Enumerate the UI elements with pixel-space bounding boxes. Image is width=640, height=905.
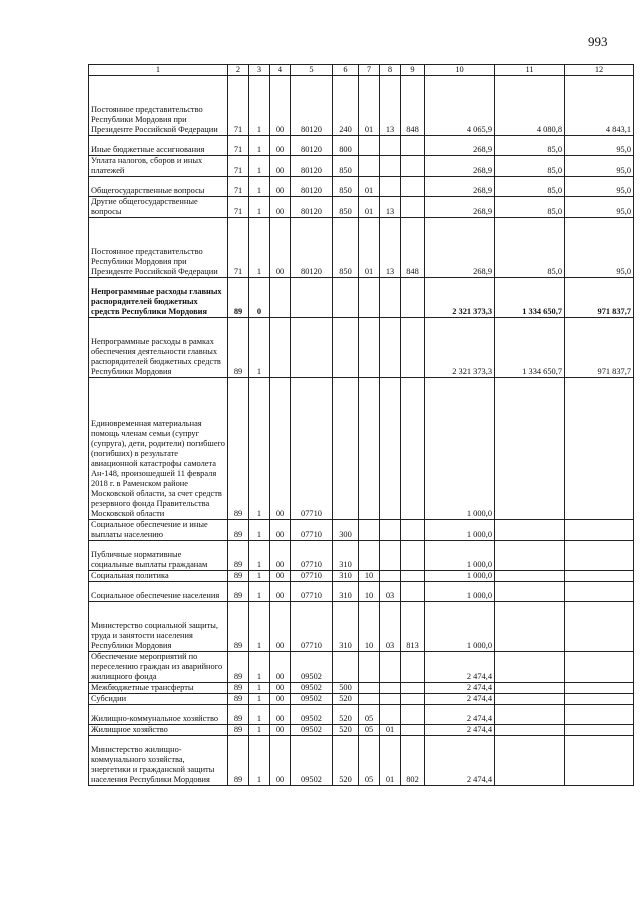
row-value-cell	[495, 541, 565, 571]
column-header: 5	[291, 65, 333, 76]
row-value-cell: 80120	[291, 197, 333, 218]
row-name-cell: Министерство социальной защиты, труда и занятости населения Республики Мордовия	[89, 602, 228, 652]
row-value-cell: 00	[270, 378, 291, 520]
row-value-cell: 520	[333, 725, 359, 736]
row-value-cell: 1	[249, 582, 270, 602]
row-value-cell: 1	[249, 736, 270, 786]
row-value-cell: 89	[228, 725, 249, 736]
row-value-cell: 2 321 373,3	[425, 278, 495, 318]
row-value-cell	[380, 571, 401, 582]
table-row	[89, 197, 634, 218]
row-value-cell	[401, 652, 425, 683]
row-value-cell: 95,0	[565, 177, 634, 197]
row-name-cell: Иные бюджетные ассигнования	[89, 136, 228, 156]
row-value-cell: 10	[359, 602, 380, 652]
row-value-cell	[380, 136, 401, 156]
row-value-cell: 09502	[291, 705, 333, 725]
row-value-cell: 310	[333, 582, 359, 602]
row-value-cell	[401, 541, 425, 571]
row-value-cell: 01	[380, 725, 401, 736]
column-header: 1	[89, 65, 228, 76]
row-value-cell	[565, 652, 634, 683]
row-value-cell	[401, 197, 425, 218]
row-value-cell	[565, 602, 634, 652]
row-value-cell: 71	[228, 76, 249, 136]
row-name-cell: Публичные нормативные социальные выплаты гражданам	[89, 541, 228, 571]
row-value-cell: 71	[228, 177, 249, 197]
row-value-cell: 10	[359, 571, 380, 582]
table-row	[89, 541, 634, 571]
row-value-cell: 71	[228, 197, 249, 218]
row-value-cell: 85,0	[495, 197, 565, 218]
row-value-cell: 240	[333, 76, 359, 136]
row-value-cell: 07710	[291, 378, 333, 520]
row-value-cell	[359, 278, 380, 318]
row-name-cell: Постоянное представительство Республики Мордовия при Президенте Российской Федерации	[89, 76, 228, 136]
row-value-cell	[291, 318, 333, 378]
table-row	[89, 318, 634, 378]
row-value-cell: 2 474,4	[425, 694, 495, 705]
row-value-cell	[565, 725, 634, 736]
row-value-cell	[333, 278, 359, 318]
row-value-cell: 05	[359, 736, 380, 786]
row-value-cell: 80120	[291, 76, 333, 136]
row-value-cell	[565, 694, 634, 705]
row-value-cell: 268,9	[425, 197, 495, 218]
row-value-cell: 95,0	[565, 218, 634, 278]
row-value-cell	[401, 136, 425, 156]
row-value-cell: 00	[270, 736, 291, 786]
row-value-cell: 1	[249, 694, 270, 705]
row-value-cell: 89	[228, 582, 249, 602]
row-name-cell: Уплата налогов, сборов и иных платежей	[89, 156, 228, 177]
row-name-cell: Социальная политика	[89, 571, 228, 582]
row-value-cell	[359, 541, 380, 571]
row-value-cell: 01	[359, 218, 380, 278]
row-value-cell: 1	[249, 136, 270, 156]
row-value-cell: 1	[249, 541, 270, 571]
row-value-cell	[291, 278, 333, 318]
row-value-cell: 89	[228, 318, 249, 378]
row-value-cell: 268,9	[425, 136, 495, 156]
row-value-cell: 00	[270, 683, 291, 694]
row-value-cell	[380, 705, 401, 725]
row-value-cell: 13	[380, 197, 401, 218]
column-header: 9	[401, 65, 425, 76]
row-value-cell: 1 000,0	[425, 520, 495, 541]
row-value-cell: 89	[228, 652, 249, 683]
row-value-cell: 95,0	[565, 136, 634, 156]
table-header-row	[89, 65, 634, 76]
row-value-cell: 1	[249, 156, 270, 177]
row-value-cell: 300	[333, 520, 359, 541]
row-value-cell: 800	[333, 136, 359, 156]
row-value-cell: 2 474,4	[425, 683, 495, 694]
row-value-cell: 268,9	[425, 218, 495, 278]
row-value-cell: 1 000,0	[425, 582, 495, 602]
row-value-cell	[495, 582, 565, 602]
row-value-cell: 07710	[291, 582, 333, 602]
row-value-cell: 07710	[291, 520, 333, 541]
row-value-cell	[401, 278, 425, 318]
row-value-cell: 09502	[291, 694, 333, 705]
row-value-cell: 2 474,4	[425, 725, 495, 736]
row-value-cell: 00	[270, 541, 291, 571]
row-name-cell: Общегосударственные вопросы	[89, 177, 228, 197]
table-row	[89, 582, 634, 602]
row-value-cell	[359, 694, 380, 705]
row-name-cell: Социальное обеспечение населения	[89, 582, 228, 602]
table-row	[89, 278, 634, 318]
column-header: 3	[249, 65, 270, 76]
row-value-cell: 89	[228, 378, 249, 520]
row-value-cell	[359, 378, 380, 520]
row-value-cell	[333, 318, 359, 378]
row-value-cell: 00	[270, 177, 291, 197]
row-value-cell: 1	[249, 318, 270, 378]
row-value-cell	[380, 177, 401, 197]
row-value-cell: 05	[359, 705, 380, 725]
row-value-cell: 00	[270, 694, 291, 705]
row-value-cell: 80120	[291, 177, 333, 197]
row-value-cell: 1 000,0	[425, 602, 495, 652]
row-value-cell: 00	[270, 520, 291, 541]
row-value-cell: 00	[270, 197, 291, 218]
row-value-cell: 1	[249, 725, 270, 736]
row-value-cell: 89	[228, 520, 249, 541]
row-value-cell: 1	[249, 652, 270, 683]
row-value-cell: 80120	[291, 218, 333, 278]
row-value-cell	[401, 725, 425, 736]
row-value-cell: 848	[401, 76, 425, 136]
row-value-cell: 09502	[291, 683, 333, 694]
table-row	[89, 76, 634, 136]
row-value-cell: 1	[249, 602, 270, 652]
row-value-cell	[380, 156, 401, 177]
row-value-cell: 95,0	[565, 197, 634, 218]
row-value-cell	[401, 318, 425, 378]
row-value-cell	[359, 136, 380, 156]
row-value-cell: 00	[270, 652, 291, 683]
row-value-cell: 89	[228, 705, 249, 725]
row-value-cell: 80120	[291, 136, 333, 156]
row-value-cell	[401, 520, 425, 541]
row-name-cell: Другие общегосударственные вопросы	[89, 197, 228, 218]
row-value-cell: 89	[228, 602, 249, 652]
row-value-cell	[401, 705, 425, 725]
row-value-cell: 310	[333, 541, 359, 571]
row-value-cell	[495, 683, 565, 694]
row-value-cell	[401, 582, 425, 602]
row-value-cell: 01	[359, 177, 380, 197]
row-name-cell: Жилищное хозяйство	[89, 725, 228, 736]
row-value-cell: 09502	[291, 652, 333, 683]
column-header: 10	[425, 65, 495, 76]
row-value-cell: 2 321 373,3	[425, 318, 495, 378]
row-value-cell: 80120	[291, 156, 333, 177]
row-value-cell: 00	[270, 602, 291, 652]
row-value-cell	[401, 694, 425, 705]
row-value-cell: 00	[270, 218, 291, 278]
row-value-cell	[495, 602, 565, 652]
row-value-cell: 2 474,4	[425, 652, 495, 683]
row-value-cell: 71	[228, 156, 249, 177]
row-value-cell: 07710	[291, 571, 333, 582]
budget-table	[88, 64, 634, 786]
column-header: 12	[565, 65, 634, 76]
row-value-cell: 4 080,8	[495, 76, 565, 136]
table-row	[89, 652, 634, 683]
row-value-cell: 1	[249, 177, 270, 197]
column-header: 4	[270, 65, 291, 76]
row-value-cell	[495, 378, 565, 520]
row-value-cell: 1 000,0	[425, 571, 495, 582]
row-value-cell: 85,0	[495, 218, 565, 278]
row-value-cell: 500	[333, 683, 359, 694]
row-value-cell	[359, 520, 380, 541]
row-value-cell: 1	[249, 76, 270, 136]
row-value-cell: 850	[333, 218, 359, 278]
row-name-cell: Непрограммные расходы главных распорядителей бюджетных средств Республики Мордовия	[89, 278, 228, 318]
column-header: 6	[333, 65, 359, 76]
row-value-cell	[401, 177, 425, 197]
table-row	[89, 156, 634, 177]
row-value-cell: 00	[270, 136, 291, 156]
row-value-cell: 71	[228, 218, 249, 278]
row-value-cell	[495, 694, 565, 705]
row-value-cell	[380, 278, 401, 318]
row-value-cell: 1	[249, 683, 270, 694]
row-name-cell: Министерство жилищно-коммунального хозяйства, энергетики и гражданской защиты населения Республики Мордовия	[89, 736, 228, 786]
row-value-cell	[401, 378, 425, 520]
row-value-cell	[401, 571, 425, 582]
table-row	[89, 602, 634, 652]
row-value-cell	[565, 541, 634, 571]
row-value-cell	[333, 652, 359, 683]
row-value-cell: 09502	[291, 736, 333, 786]
row-value-cell: 310	[333, 571, 359, 582]
row-value-cell	[359, 683, 380, 694]
row-value-cell: 520	[333, 705, 359, 725]
row-value-cell: 00	[270, 705, 291, 725]
row-value-cell	[359, 318, 380, 378]
row-value-cell: 1 000,0	[425, 378, 495, 520]
table-row	[89, 136, 634, 156]
row-value-cell: 1	[249, 378, 270, 520]
row-value-cell: 520	[333, 736, 359, 786]
page-number: 993	[588, 34, 608, 49]
row-value-cell	[495, 571, 565, 582]
row-value-cell: 1	[249, 520, 270, 541]
row-value-cell	[380, 683, 401, 694]
row-value-cell: 310	[333, 602, 359, 652]
row-value-cell: 00	[270, 76, 291, 136]
row-value-cell: 850	[333, 156, 359, 177]
row-value-cell: 07710	[291, 541, 333, 571]
row-value-cell	[380, 694, 401, 705]
row-value-cell: 813	[401, 602, 425, 652]
row-value-cell	[401, 683, 425, 694]
row-name-cell: Субсидии	[89, 694, 228, 705]
row-value-cell: 95,0	[565, 156, 634, 177]
row-value-cell: 1	[249, 705, 270, 725]
row-value-cell	[380, 378, 401, 520]
row-name-cell: Непрограммные расходы в рамках обеспечения деятельности главных распорядителей бюджетных средств Республики Мордовия	[89, 318, 228, 378]
row-value-cell: 01	[359, 197, 380, 218]
column-header: 11	[495, 65, 565, 76]
row-value-cell: 00	[270, 571, 291, 582]
row-value-cell: 89	[228, 694, 249, 705]
row-value-cell	[565, 736, 634, 786]
row-value-cell	[380, 652, 401, 683]
row-value-cell: 71	[228, 136, 249, 156]
row-value-cell: 03	[380, 582, 401, 602]
row-value-cell	[270, 318, 291, 378]
table-row	[89, 520, 634, 541]
row-value-cell: 00	[270, 582, 291, 602]
row-value-cell	[380, 541, 401, 571]
row-value-cell: 05	[359, 725, 380, 736]
row-value-cell	[270, 278, 291, 318]
row-value-cell	[495, 705, 565, 725]
row-value-cell: 09502	[291, 725, 333, 736]
row-value-cell	[495, 736, 565, 786]
row-value-cell: 89	[228, 683, 249, 694]
table-row	[89, 177, 634, 197]
row-value-cell: 268,9	[425, 177, 495, 197]
row-value-cell: 1 334 650,7	[495, 318, 565, 378]
row-value-cell: 85,0	[495, 177, 565, 197]
row-name-cell: Жилищно-коммунальное хозяйство	[89, 705, 228, 725]
row-value-cell: 00	[270, 156, 291, 177]
row-value-cell	[401, 156, 425, 177]
row-value-cell: 89	[228, 541, 249, 571]
row-value-cell: 850	[333, 177, 359, 197]
row-value-cell: 07710	[291, 602, 333, 652]
row-value-cell	[565, 683, 634, 694]
row-value-cell: 89	[228, 736, 249, 786]
row-name-cell: Межбюджетные трансферты	[89, 683, 228, 694]
row-value-cell: 802	[401, 736, 425, 786]
row-value-cell: 85,0	[495, 156, 565, 177]
row-value-cell: 4 843,1	[565, 76, 634, 136]
row-value-cell	[565, 378, 634, 520]
row-value-cell: 85,0	[495, 136, 565, 156]
table-row	[89, 378, 634, 520]
row-value-cell: 13	[380, 218, 401, 278]
table-row	[89, 571, 634, 582]
row-value-cell: 01	[380, 736, 401, 786]
row-value-cell: 1	[249, 197, 270, 218]
row-value-cell	[359, 156, 380, 177]
row-value-cell	[495, 652, 565, 683]
row-value-cell	[565, 582, 634, 602]
column-header: 8	[380, 65, 401, 76]
row-value-cell: 0	[249, 278, 270, 318]
row-value-cell	[565, 705, 634, 725]
table-row	[89, 705, 634, 725]
column-header: 2	[228, 65, 249, 76]
column-header: 7	[359, 65, 380, 76]
row-value-cell: 89	[228, 278, 249, 318]
row-value-cell: 03	[380, 602, 401, 652]
row-value-cell: 1	[249, 218, 270, 278]
row-value-cell: 89	[228, 571, 249, 582]
row-value-cell	[380, 520, 401, 541]
row-value-cell: 2 474,4	[425, 736, 495, 786]
row-value-cell: 971 837,7	[565, 278, 634, 318]
row-value-cell	[380, 318, 401, 378]
row-name-cell: Постоянное представительство Республики Мордовия при Президенте Российской Федерации	[89, 218, 228, 278]
row-value-cell: 13	[380, 76, 401, 136]
table-row	[89, 694, 634, 705]
row-value-cell: 4 065,9	[425, 76, 495, 136]
row-value-cell: 520	[333, 694, 359, 705]
row-value-cell: 848	[401, 218, 425, 278]
row-value-cell	[495, 520, 565, 541]
row-name-cell: Социальное обеспечение и иные выплаты населению	[89, 520, 228, 541]
table-row	[89, 725, 634, 736]
table-row	[89, 683, 634, 694]
row-value-cell	[359, 652, 380, 683]
row-value-cell: 2 474,4	[425, 705, 495, 725]
row-value-cell: 850	[333, 197, 359, 218]
row-value-cell: 00	[270, 725, 291, 736]
row-value-cell	[565, 571, 634, 582]
row-name-cell: Обеспечение мероприятий по переселению граждан из аварийного жилищного фонда	[89, 652, 228, 683]
row-value-cell: 1	[249, 571, 270, 582]
row-value-cell	[333, 378, 359, 520]
row-value-cell: 10	[359, 582, 380, 602]
table-row	[89, 218, 634, 278]
row-value-cell: 1 000,0	[425, 541, 495, 571]
table-row	[89, 736, 634, 786]
row-value-cell: 971 837,7	[565, 318, 634, 378]
row-name-cell: Единовременная материальная помощь членам семьи (супруг (супруга), дети, родители) погибшего (погибших) в результате авиационной катастрофы самолета Ан-148, произошедшей 11 февраля 2018 г. в Раменском районе Московской области, за счет средств резервного фонда Правительства Московской области	[89, 378, 228, 520]
row-value-cell	[565, 520, 634, 541]
row-value-cell: 1 334 650,7	[495, 278, 565, 318]
row-value-cell: 01	[359, 76, 380, 136]
row-value-cell	[495, 725, 565, 736]
row-value-cell: 268,9	[425, 156, 495, 177]
